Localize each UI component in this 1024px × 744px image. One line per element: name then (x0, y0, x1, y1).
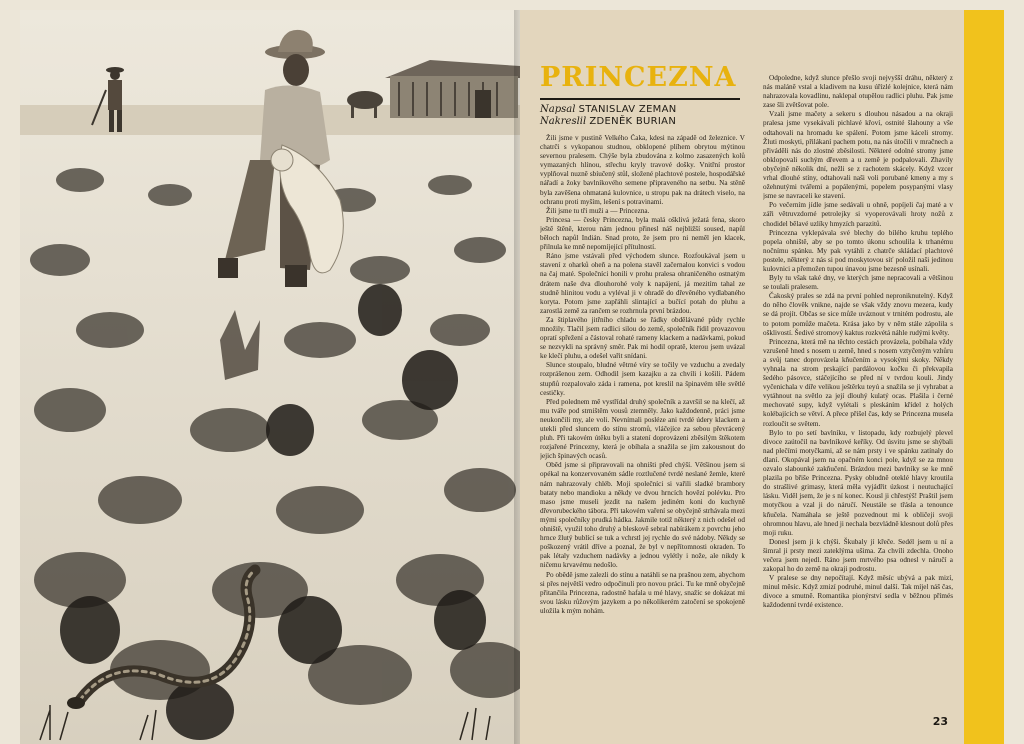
paragraph: Po obědě jsme zalezli do stínu a natáhli se na prašnou zem, abychom si přes největší vedro odpočinuli pro novou práci. Tu ke mně obyčejně přitančila Princezna, radostně hafala u mé hlavy, snažíc se dokázat mi svou lásku růžovým jazykem a po několikerém zatočení se spokojeně uložila k mým nohám. (540, 570, 745, 615)
paragraph: Bylo to po setí bavlníku, v listopadu, kdy rozbujelý plevel divoce zaútočil na bavlníkové keříky. Od úsvitu jsme se shýbali nad plečími motyčkami, až se nám prsty i ve spánku zatínaly do dlaní. Okopával jsem na opačném konci pole, když se za mnou ozvalo slabounké zakňučení. Brázdou mezi bavlníky se ke mně plazila po břiše Princezna. Pysky obludně oteklé hlavy kroutila do strašlivé grimasy, která měla vyjádřit úzkost i neutuchající lásku. Viděl jsem, že je s ní konec. Kousl ji chřestýš! Praštil jsem motyčkou a vzal ji do náručí. Neustále se třásla a tenounce kňučela. Namáhala se ještě pozvednout mi k obličeji svoji ohromnou hlavu, ale hned ji nechala bezvládně klesnout dolů přes moji ruku. (763, 428, 953, 537)
paragraph: Žili jsme v pustině Velkého Čaka, kdesi na západě od železnice. V chatrči s vykopanou studnou, obklopené plíhem obrytou mýtinou severnou pralesem. Chýše byla zbudována z kolmo zasazených kolů vymazaných hlínou, střechu kryly travové došky. Vnitřní prostor vyplňoval nuzně sbíučený stůl, složené plachtové postele, hospodářské nářadí a žoky bavlníkového semene připraveného na setbu. Na stěně byla zavěšena ohmataná kulovnice, u stropu pak na drátech viselo, na ochranu proti myším, lešení s potravinami. (540, 134, 745, 206)
illustrator-role: Nakreslil (540, 116, 587, 127)
paragraph: Donesl jsem ji k chýši. Škubaly jí křeče. Sedél jsem u ní a šimral ji prsty mezi zateklýma ušima. Za chvíli zdechla. Onoho večera jsem nejedl. Ráno jsem mrtvého psa odnesl v náručí a zakopal ho do země na okraji podrostu. (763, 537, 953, 574)
yellow-edge-bar (964, 10, 1004, 744)
paragraph: Za štiplavého jitřního chladu se řádky obdělávané půdy rychle množily. Tlačil jsem radlici silou do země, společník řídil provazovou opratí spřežení a částoval rohaté rameny klackem a nadávkami, pokud se nezvykli na správný směr. Pak mi hodil opratě, kterou jsem uvázal ke klečí pluhu, a odešel vařit snídani. (540, 315, 745, 361)
text-column-1 (540, 134, 745, 734)
paragraph: Byly tu však také dny, ve kterých jsme nepracovali a většinou se toulali pralesem. (763, 274, 953, 292)
title-underline (540, 98, 740, 100)
paragraph: Po večerním jídle jsme sedávali u ohně, popíjeli čaj maté a v záři větruvzdorné petrolejky si vyoperovávali hroty nožů z chodidel bělavé uzlíky hmyzích parazitů. (763, 201, 953, 228)
illustration-page (20, 10, 521, 744)
paragraph: Princezna vyklepávala své blechy do bílého kruhu teplého popela ohniště, aby se po tomto úkonu schoulila k trhanému nočnímu spánku. My pak vytáhli z chatrče skládací plachtové postele, některý z nás si pod moskytovou síť položil naši jedinou kulovnici a přemožen tupou únavou jsme bezesně usínali. (763, 228, 953, 273)
article-title: PRINCEZNA (540, 62, 737, 93)
page-number: 23 (932, 715, 948, 728)
article-page (520, 10, 1004, 744)
paragraph: Princezna, která mě na těchto cestách provázela, pobíhala vždy vzrušeně hned s nosem u země, hned s nosem vztyčeným vzhůru a svůj tanec doprovázela kňučením a vysokými skoky. Někdy vyhnala na strom prskající pardálovou kočku či překvapila šedého pásovce, stáčejícího se před ní v tvrdou kouli. Jindy vyčenichala v díře velikou ještěrku teyú a snažila se ji vyhrabat a vytáhnout na světlo za její dlouhý kulatý ocas. Plašila i černé mechovaté supy, když vylétali s pleskáním křídel z holých kolébajících se větví. A přece přišel čas, kdy se Princezna musela rozloučit se světem. (763, 337, 953, 428)
paragraph: Ráno jsme vstávali před východem slunce. Rozfoukával jsem u stavení z oharků oheň a na polena stavěl začernalou konvici s vodou na čaj maté. Společníci honili v prohu pralesa ohraničeného ostnatým drátem naše dva dlouhorohé voly k napájení, já mezitím tahal ze studně hlinitou vodu a vyléval ji v ohradě do dřevěného vydlabaného koryta. Potom jsme zapřáhli slintající a bučící potah do pluhu a zarostlá země za rančem se rozhrnula první brázdou. (540, 252, 745, 315)
illustration-rancher-with-dog (20, 10, 520, 744)
article-credits (540, 104, 760, 128)
paragraph: Čakoský prales se zdá na první pohled neproniknutelný. Když do něho člověk vnikne, najde se však vždy znovu mezera, kudy se dá projít. Občas se sice může uváznout v trnitém podrostu, ale to potom pomůže mačeta. Krása jako by v něm stále zápolila s ošklivostí. Šedivé stromový kaktus rozkvétá náhle rudými květy. (763, 292, 953, 337)
illustrator-name: ZDENĚK BURIAN (589, 116, 677, 127)
paragraph: Vzali jsme mačety a sekeru s dlouhou násadou a na okraji pralesa jsme vysekávali pichlavé křoví, ostnité šlahouny a vše odtahovali na hromadu ke spálení. Potom jsme káceli stromy. Žluti moskyti, přilákaní pachem potu, na nás útočili v mračnech a přiváděli nás do zlostné zběsilosti. Některé odolné stromy jsme obklopovali suchým dřevem a u země je podpalovali. Zhavily obyčejně několik dní, nežli se z rachotem skácely. Když vzcer vrhal dlouhé stíny, odtahovali naši voli porubané kmeny a my s ožehnutými tvářemi a popálenými, popelem posypanými vlasy jsme se navraceli ke stavení. (763, 110, 953, 201)
paragraph: Odpoledne, když slunce přešlo svoji nejvyšší dráhu, některý z nás maláně vstal a kladivem na kusu úřízlé kolejnice, která nám nahrazovala kovadlinu, naklepal otupělou radlici pluhu. Pak jsme zase šli zvětšovat pole. (763, 74, 953, 110)
paragraph: Oběd jsme si připravovali na ohništi před chýší. Většinou jsem si opékal na konzervovaném sádle roztlučené tvrdé neslané žemle, které nám nahrazovaly chléb. Moji společníci si vařili sladké brambory bataty nebo mandioku a někdy ve dvou hrncích hovězí polévku. Pro maso jsme museli jezdit na našem jediném koni do kuchyně dřevorubeckého tábora. Při takovém vaření se obyčejně strhávala mezi mými společníky prudká hádka. Jakmile totiž některý z nich odešel od ohniště, využil toho druhý a bleskově sebral nabírákem z povrchu jeho hrnce žlutý bublící se tuk a vchrstl jej rychle do své nádoby. Někdy se poškozený vrátil dříve a poznal, že byl v nepřítomnosti okraden. To pak létaly vzduchem nadávky a jednou vylétly i nože, ale nikdy k ničemu krvavému nedošlo. (540, 461, 745, 570)
paragraph: Princesa — česky Princezna, byla malá ošklivá ježatá fena, skoro ještě štěně, kterou nám jednou přinesl náš nejbližší soused, napůl běloch napůl Indián. Snad proto, že jsem pro ni neměl jen klacek, přilnula ke mně nepomíjející přítulností. (540, 215, 745, 252)
paragraph: Slunce stoupalo, bludné větrné víry se točily ve vzduchu a zvedaly rozprášenou zem. Odhodil jsem kazajku a za chvíli i košili. Pádem stupňů rozpalovalo záda i ramena, pot kreslil na špinavém těle světlé cestičky. (540, 361, 745, 397)
paragraph: Žili jsme tu tři muži a — Princezna. (546, 206, 650, 215)
author-role: Napsal (540, 104, 576, 115)
text-column-2 (763, 74, 953, 724)
paragraph: Před polednem mě vystřídal druhý společník a završil se na klečí, až mu tváře pod strništěm vousů ztemněly. Jako každodenně, práci jsme neukončili my, ale voli. Nevnímali posléze ani tvrdé údery klackem a utekli před sluncem do stínu stromů, vláčejíce za sebou převrácený pluh. Při takovém útěku byli a statení doprovázeni zběsilým štěkotem rozjařené Princezny, která je obíhala a snažila se jim zakousnout do jejich špinavých ocasů. (540, 397, 745, 461)
author-name: STANISLAV ZEMAN (578, 104, 677, 115)
paragraph: V pralese se dny nepočítají. Když měsíc ubývá a pak mizí, minul měsíc. Když zmizí podruhé, minul další. Tak míjel náš čas, divoce a smutně. Romantika pionýrství sedla v běžnou přímés každodenní tvrdé existence. (763, 574, 953, 610)
